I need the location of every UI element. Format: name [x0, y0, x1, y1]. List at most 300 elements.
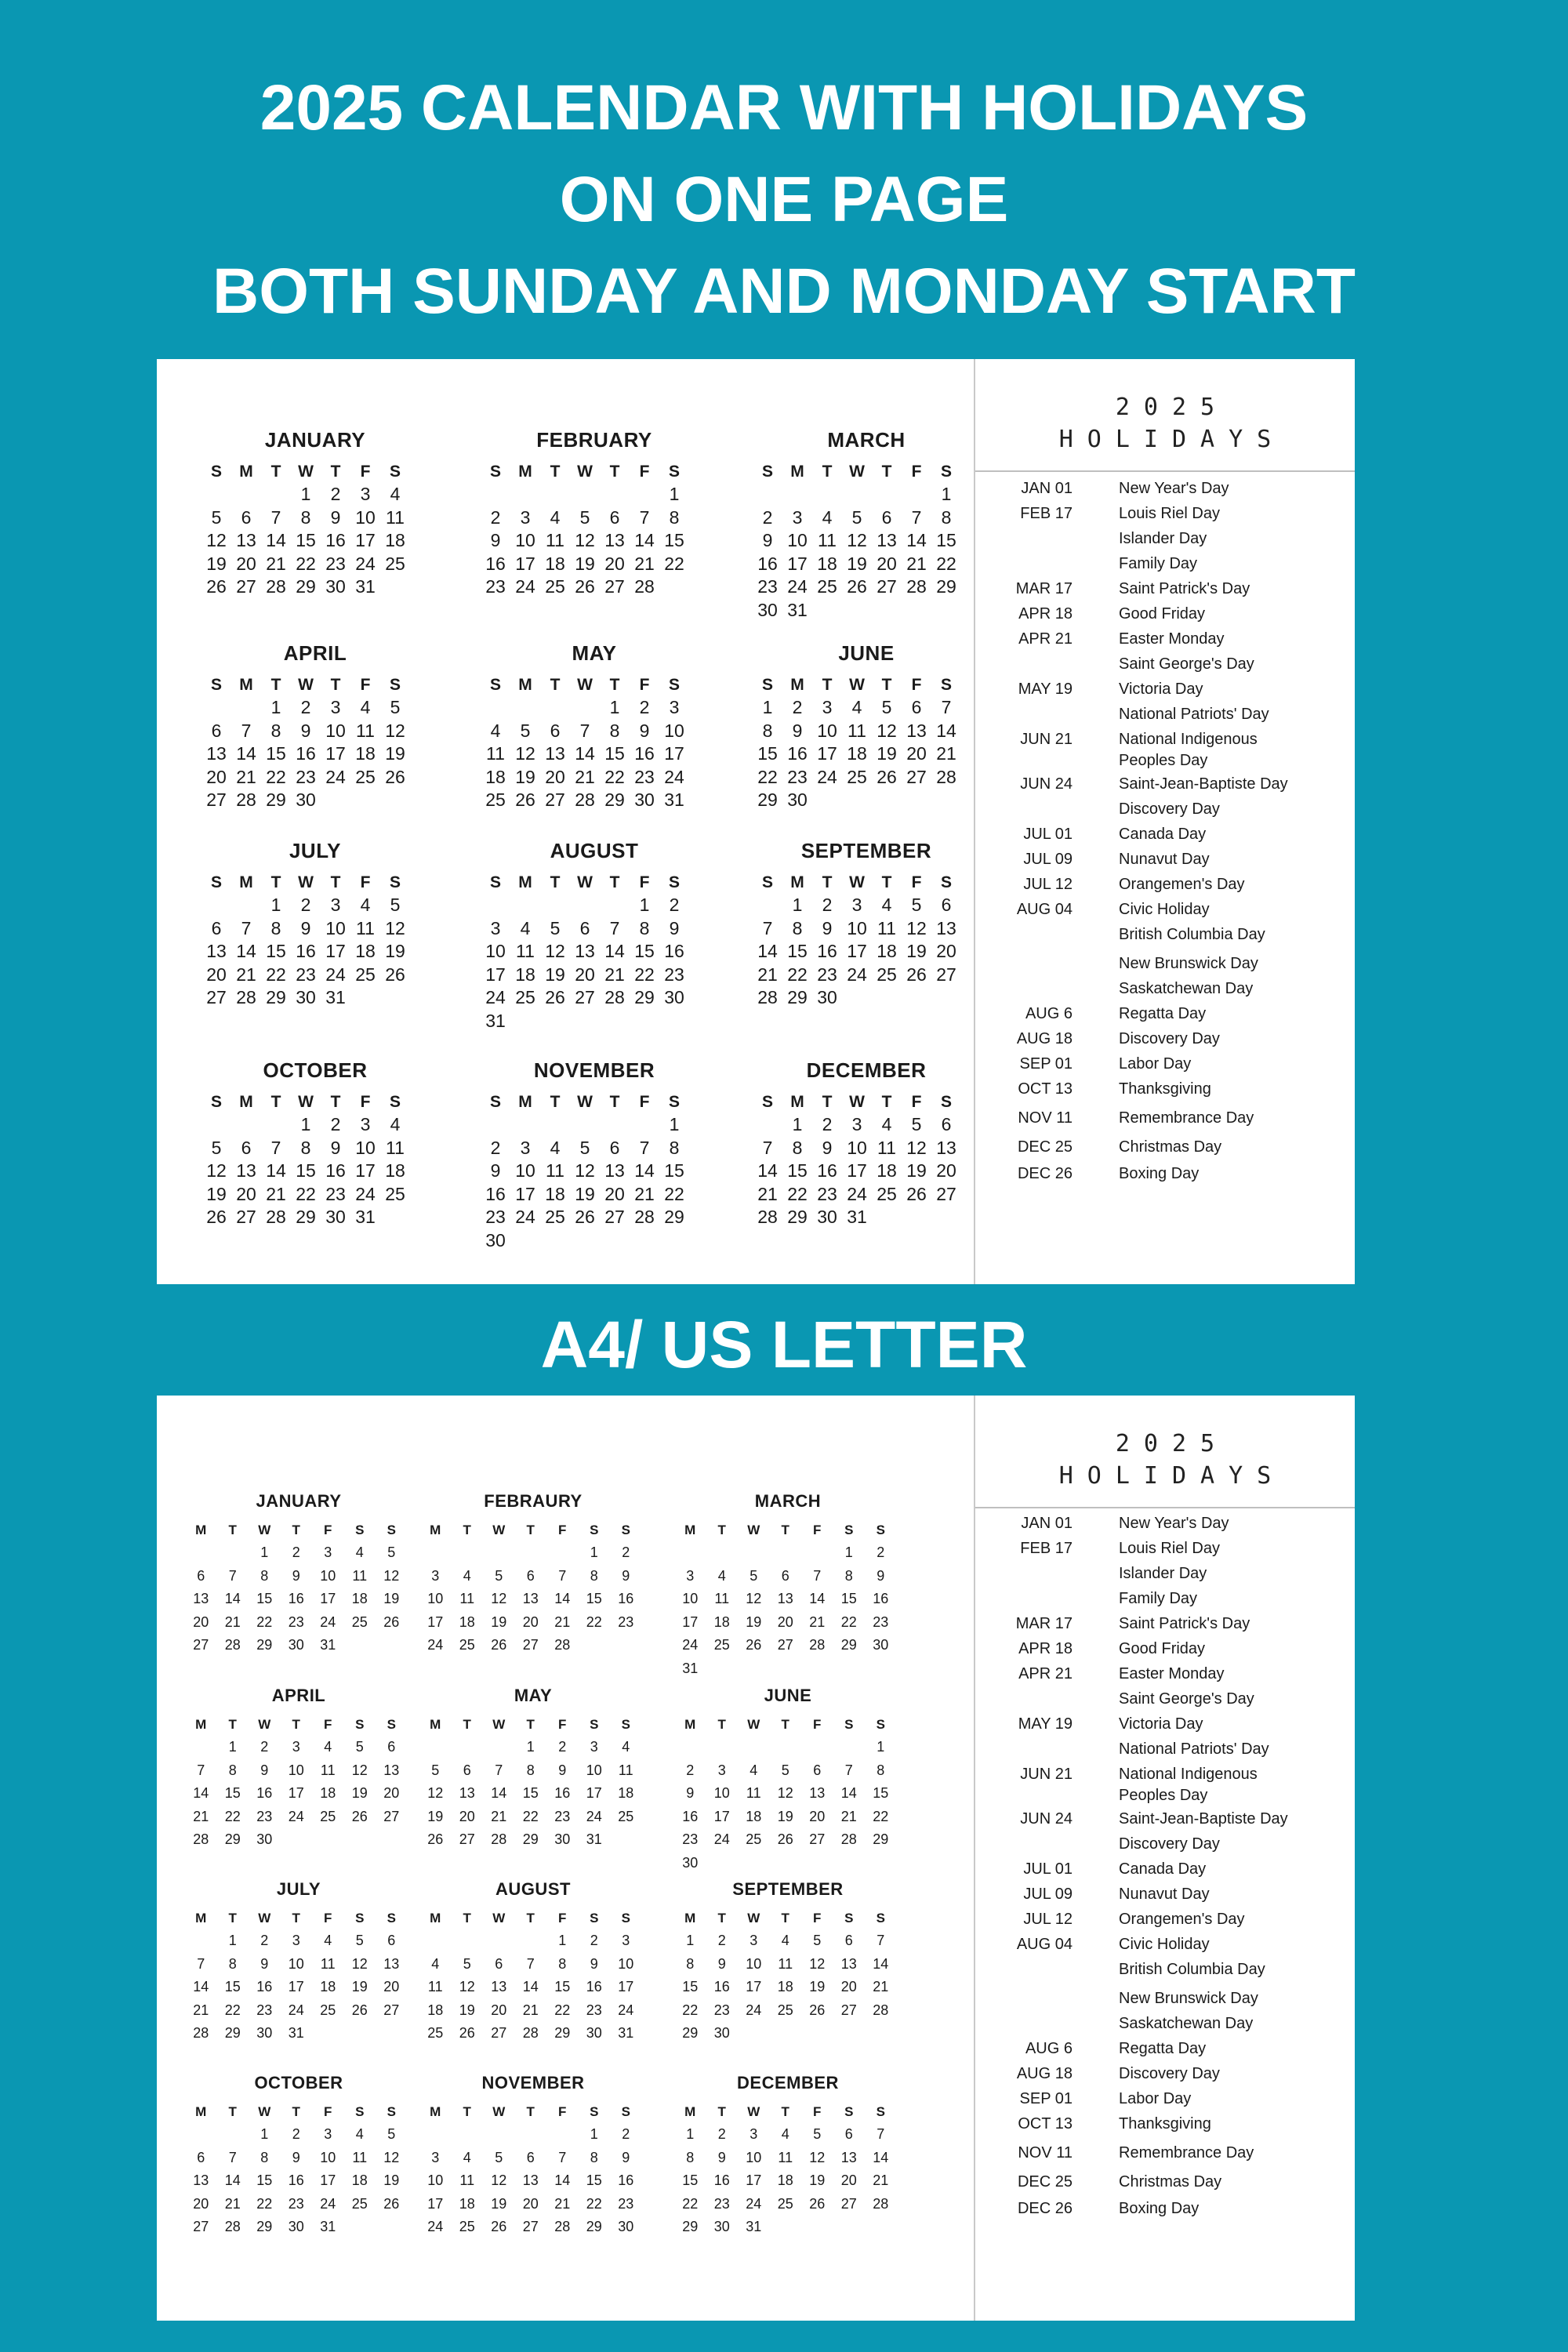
day-cell: 2 [822, 1114, 833, 1134]
day-cell: 13 [193, 2172, 209, 2188]
day-cell: 3 [324, 1544, 332, 1560]
day-cell: 19 [906, 1160, 927, 1181]
weekday-label: T [292, 2104, 300, 2119]
empty-cell [706, 1852, 739, 1875]
day-cell: 9 [292, 2149, 300, 2165]
day-cell: 10 [320, 1567, 336, 1584]
weekday-label: S [389, 676, 401, 694]
day-cell: 25 [817, 576, 837, 597]
week-row [753, 599, 980, 622]
empty-cell [201, 1113, 231, 1137]
week-row [201, 696, 429, 720]
day-cell: 11 [352, 2149, 368, 2165]
empty-cell [217, 2123, 249, 2147]
day-cell: 16 [485, 1183, 506, 1204]
empty-cell [738, 1852, 770, 1875]
month-may [481, 640, 708, 812]
day-cell: 1 [228, 1739, 237, 1755]
day-cell: 25 [459, 1637, 475, 1653]
day-cell: 6 [387, 1739, 396, 1755]
month-name: AUGUST [550, 839, 639, 862]
day-cell: 2 [717, 1933, 726, 1948]
day-cell: 15 [522, 1785, 539, 1801]
week-row [201, 1137, 429, 1160]
day-cell: 4 [324, 1933, 332, 1948]
day-cell: 24 [427, 2219, 444, 2234]
day-cell: 17 [787, 553, 808, 574]
day-cell: 5 [750, 1567, 758, 1584]
day-cell: 10 [618, 1955, 634, 1972]
day-cell: 1 [877, 1739, 885, 1755]
holiday-date: MAR 17 [1015, 1615, 1073, 1632]
weekday-header [753, 1091, 980, 1113]
day-cell: 14 [634, 530, 655, 550]
day-cell: 26 [491, 1637, 507, 1653]
holiday-name: Discovery Day [1119, 1835, 1220, 1853]
day-cell: 15 [266, 941, 286, 961]
month-name: SEPTEMBER [800, 839, 932, 862]
day-cell: 2 [686, 1762, 695, 1778]
week-row [185, 2147, 412, 2170]
empty-cell [201, 483, 231, 506]
holiday-date: JAN 01 [1021, 480, 1073, 497]
holiday-name: Remembrance Day [1119, 2144, 1254, 2161]
day-cell: 16 [634, 743, 655, 764]
day-cell: 11 [714, 1591, 730, 1606]
day-cell: 29 [682, 2025, 699, 2041]
month-name: DECEMBER [806, 1058, 927, 1082]
empty-cell [344, 2022, 376, 2045]
week-row [419, 1782, 647, 1806]
holiday-date: MAR 17 [1015, 580, 1073, 597]
day-cell: 9 [639, 720, 650, 741]
day-cell: 22 [586, 1613, 602, 1630]
day-cell: 14 [873, 1955, 889, 1972]
day-cell: 26 [351, 1808, 368, 1824]
day-cell: 16 [664, 941, 684, 961]
day-cell: 23 [664, 964, 684, 985]
holidays-rule [975, 470, 1355, 472]
day-cell: 6 [526, 1567, 535, 1584]
week-row [753, 742, 980, 766]
day-cell: 31 [847, 1207, 867, 1227]
day-cell: 2 [292, 1544, 300, 1560]
day-cell: 29 [664, 1207, 684, 1227]
day-cell: 29 [296, 1207, 316, 1227]
day-cell: 1 [260, 2126, 269, 2142]
day-cell: 12 [575, 530, 595, 550]
day-cell: 27 [840, 2002, 857, 2018]
weekday-label: S [940, 463, 952, 481]
day-cell: 20 [522, 2195, 539, 2212]
weekday-label: S [389, 873, 401, 891]
day-cell: 12 [809, 1955, 826, 1972]
day-cell: 14 [266, 530, 286, 550]
month-name: OCTOBER [263, 1058, 368, 1082]
weekday-label: T [822, 676, 833, 694]
day-cell: 1 [300, 1114, 311, 1134]
empty-cell [261, 1113, 291, 1137]
day-cell: 17 [355, 1160, 376, 1181]
day-cell: 9 [490, 1160, 501, 1181]
day-cell: 1 [792, 895, 803, 915]
holiday-name: Easter Monday [1119, 630, 1225, 648]
day-cell: 21 [236, 766, 256, 787]
week-row [419, 1736, 647, 1759]
day-cell: 19 [575, 553, 595, 574]
day-cell: 18 [545, 553, 565, 574]
day-cell: 9 [260, 1762, 269, 1778]
weekday-label: S [940, 676, 952, 694]
day-cell: 7 [609, 917, 620, 938]
day-cell: 5 [211, 506, 222, 528]
weekday-label: F [639, 1093, 650, 1111]
day-cell: 20 [777, 1613, 793, 1630]
holidays-year: 2025 [1115, 1430, 1229, 1457]
week-row [481, 1229, 708, 1253]
day-cell: 5 [463, 1955, 471, 1972]
day-cell: 24 [847, 964, 867, 985]
holiday-date: JAN 01 [1021, 1515, 1073, 1532]
weekday-label: F [558, 1717, 567, 1732]
day-cell: 3 [750, 1933, 758, 1948]
day-cell: 27 [193, 2219, 209, 2234]
day-cell: 15 [634, 941, 655, 961]
week-row [201, 766, 429, 789]
empty-cell [540, 483, 570, 506]
day-cell: 30 [664, 987, 684, 1007]
day-cell: 21 [266, 1183, 286, 1204]
day-cell: 22 [634, 964, 655, 985]
day-cell: 20 [522, 1613, 539, 1630]
day-cell: 26 [809, 2002, 826, 2018]
day-cell: 23 [485, 576, 506, 597]
day-cell: 23 [817, 964, 837, 985]
day-cell: 1 [609, 697, 620, 717]
day-cell: 17 [664, 743, 684, 764]
empty-cell [600, 894, 630, 917]
week-row [674, 1657, 902, 1681]
day-cell: 9 [330, 506, 341, 528]
empty-cell [540, 1229, 570, 1253]
day-cell: 12 [906, 917, 927, 938]
day-cell: 31 [664, 789, 684, 810]
week-row [419, 1759, 647, 1783]
empty-cell [931, 1206, 961, 1229]
week-row [674, 2123, 902, 2147]
day-cell: 8 [792, 1137, 803, 1158]
day-cell: 18 [320, 1979, 336, 1994]
day-cell: 16 [296, 941, 316, 961]
weekday-label: S [761, 463, 773, 481]
day-cell: 17 [355, 530, 376, 550]
day-cell: 5 [520, 720, 531, 741]
day-cell: 18 [459, 2195, 475, 2212]
day-cell: 1 [792, 1114, 803, 1134]
day-cell: 7 [228, 1567, 237, 1584]
day-cell: 1 [762, 697, 773, 717]
week-row [201, 1206, 429, 1229]
holiday-date: OCT 13 [1018, 1080, 1073, 1098]
holiday-name: British Columbia Day [1119, 1961, 1265, 1978]
day-cell: 2 [490, 506, 501, 528]
weekday-label: F [360, 676, 371, 694]
day-cell: 8 [686, 2149, 695, 2165]
weekday-label: S [876, 2104, 885, 2119]
day-cell: 15 [554, 1979, 571, 1994]
day-cell: 17 [618, 1979, 634, 1994]
day-cell: 26 [206, 1207, 227, 1227]
month-september [674, 1878, 902, 2045]
week-row [419, 1541, 647, 1565]
weekday-label: W [298, 463, 314, 481]
weekday-label: T [822, 463, 833, 481]
day-cell: 22 [682, 2002, 699, 2018]
week-row [674, 1634, 902, 1657]
weekday-label: F [324, 2104, 332, 2119]
week-row [753, 696, 980, 720]
holiday-date: MAY 19 [1018, 681, 1073, 698]
day-cell: 26 [847, 576, 867, 597]
day-cell: 12 [385, 720, 405, 741]
day-cell: 5 [390, 895, 401, 915]
weekday-label: S [489, 463, 501, 481]
empty-cell [201, 696, 231, 720]
holiday-name: Saint-Jean-Baptiste Day [1119, 1810, 1288, 1828]
day-cell: 18 [777, 2172, 793, 2188]
day-cell: 2 [622, 2126, 630, 2142]
empty-cell [812, 599, 842, 622]
holiday-name: Christmas Day [1119, 2173, 1222, 2190]
day-cell: 11 [459, 1591, 475, 1606]
weekday-label: T [292, 1717, 300, 1732]
day-cell: 28 [193, 1831, 209, 1847]
weekday-label: S [621, 1523, 630, 1537]
day-cell: 20 [809, 1808, 826, 1824]
day-cell: 25 [847, 766, 867, 787]
empty-cell [600, 1229, 630, 1253]
weekday-label: T [609, 676, 620, 694]
day-cell: 15 [664, 530, 684, 550]
empty-cell [833, 1657, 866, 1681]
holiday-name: New Year's Day [1119, 480, 1229, 497]
empty-cell [630, 1229, 659, 1253]
empty-cell [600, 1010, 630, 1033]
day-cell: 3 [622, 1933, 630, 1948]
day-cell: 20 [840, 1979, 857, 1994]
empty-cell [570, 894, 600, 917]
weekday-label: S [590, 1523, 599, 1537]
weekday-header [185, 1714, 412, 1736]
day-cell: 9 [686, 1785, 695, 1801]
day-cell: 24 [288, 2002, 304, 2018]
weekday-label: T [270, 463, 281, 481]
day-cell: 20 [936, 1160, 956, 1181]
day-cell: 27 [575, 987, 595, 1007]
holiday-date: MAY 19 [1018, 1715, 1073, 1733]
day-cell: 14 [809, 1591, 826, 1606]
week-row [481, 1113, 708, 1137]
day-cell: 2 [300, 895, 311, 915]
week-row [201, 720, 429, 743]
holiday-name: New Year's Day [1119, 1515, 1229, 1532]
day-cell: 10 [485, 941, 506, 961]
day-cell: 17 [288, 1979, 304, 1994]
day-cell: 7 [270, 506, 281, 528]
day-cell: 21 [906, 553, 927, 574]
day-cell: 4 [550, 1137, 561, 1158]
week-row [674, 1588, 902, 1611]
weekday-label: W [747, 1911, 760, 1926]
day-cell: 6 [463, 1762, 471, 1778]
weekday-label: T [550, 463, 561, 481]
weekday-header [419, 1519, 647, 1541]
day-cell: 16 [618, 1591, 634, 1606]
day-cell: 29 [266, 789, 286, 810]
weekday-label: F [324, 1523, 332, 1537]
day-cell: 31 [485, 1010, 506, 1031]
week-row [419, 1634, 647, 1657]
day-cell: 19 [545, 964, 565, 985]
weekday-label: W [492, 1523, 506, 1537]
day-cell: 5 [851, 506, 862, 528]
month-name: JULY [276, 1879, 321, 1899]
day-cell: 13 [383, 1762, 400, 1778]
week-row [201, 506, 429, 530]
day-cell: 2 [590, 1933, 598, 1948]
weekday-label: T [228, 1911, 237, 1926]
empty-cell [770, 1736, 802, 1759]
day-cell: 25 [351, 1613, 368, 1630]
day-cell: 19 [351, 1979, 368, 1994]
day-cell: 29 [224, 2025, 241, 2041]
day-cell: 14 [873, 2149, 889, 2165]
day-cell: 11 [356, 917, 375, 938]
week-row [481, 720, 708, 743]
day-cell: 20 [936, 941, 956, 961]
empty-cell [630, 483, 659, 506]
day-cell: 28 [757, 987, 778, 1007]
day-cell: 21 [266, 553, 286, 574]
day-cell: 2 [330, 484, 341, 504]
day-cell: 8 [590, 1567, 598, 1584]
day-cell: 9 [260, 1955, 269, 1972]
day-cell: 23 [618, 2195, 634, 2212]
day-cell: 10 [847, 1137, 867, 1158]
day-cell: 30 [682, 1854, 699, 1871]
day-cell: 30 [256, 1831, 273, 1847]
week-row [481, 917, 708, 941]
weekday-label: T [228, 2104, 237, 2119]
day-cell: 28 [634, 1207, 655, 1227]
day-cell: 7 [877, 2126, 885, 2142]
holiday-name: Saint George's Day [1119, 655, 1254, 673]
day-cell: 9 [669, 917, 680, 938]
week-row [185, 1976, 412, 1999]
day-cell: 14 [522, 1979, 539, 1994]
week-row [674, 1541, 902, 1565]
week-row [674, 1565, 902, 1588]
holiday-name: National Patriots' Day [1119, 706, 1269, 723]
day-cell: 8 [590, 2149, 598, 2165]
day-cell: 9 [330, 1137, 341, 1158]
empty-cell [483, 2123, 515, 2147]
day-cell: 20 [604, 553, 625, 574]
weekday-label: T [270, 873, 281, 891]
day-cell: 9 [292, 1567, 300, 1584]
empty-cell [185, 1736, 217, 1759]
day-cell: 7 [526, 1955, 535, 1972]
month-october [201, 1057, 429, 1229]
day-cell: 7 [270, 1137, 281, 1158]
empty-cell [865, 2216, 897, 2239]
day-cell: 22 [522, 1808, 539, 1824]
day-cell: 4 [750, 1762, 758, 1778]
day-cell: 6 [197, 1567, 205, 1584]
day-cell: 28 [236, 987, 256, 1007]
day-cell: 16 [256, 1785, 273, 1801]
day-cell: 8 [792, 917, 803, 938]
weekday-label: F [324, 1911, 332, 1926]
month-october [185, 2071, 412, 2239]
day-cell: 30 [618, 2219, 634, 2234]
day-cell: 10 [682, 1591, 699, 1606]
day-cell: 16 [296, 743, 316, 764]
day-cell: 28 [224, 2219, 241, 2234]
day-cell: 16 [873, 1591, 889, 1606]
day-cell: 31 [787, 599, 808, 620]
week-row [481, 964, 708, 987]
empty-cell [600, 483, 630, 506]
day-cell: 26 [427, 1831, 444, 1847]
month-august [419, 1878, 647, 2045]
day-cell: 29 [787, 987, 808, 1007]
day-cell: 30 [288, 1637, 304, 1653]
day-cell: 22 [296, 1183, 316, 1204]
day-cell: 17 [485, 964, 506, 985]
month-name: APRIL [271, 1686, 326, 1705]
day-cell: 17 [325, 743, 346, 764]
day-cell: 8 [526, 1762, 535, 1778]
weekday-label: W [298, 873, 314, 891]
weekday-header [185, 1907, 412, 1929]
day-cell: 21 [575, 766, 595, 787]
weekday-label: M [518, 1093, 532, 1111]
day-cell: 3 [686, 1567, 695, 1584]
day-cell: 5 [495, 1567, 503, 1584]
weekday-label: W [492, 1717, 506, 1732]
day-cell: 8 [300, 1137, 311, 1158]
day-cell: 22 [554, 2002, 571, 2018]
week-row [674, 1611, 902, 1635]
day-cell: 2 [300, 697, 311, 717]
day-cell: 4 [360, 697, 371, 717]
day-cell: 13 [522, 2172, 539, 2188]
day-cell: 18 [777, 1979, 793, 1994]
empty-cell [231, 696, 261, 720]
day-cell: 11 [320, 1762, 336, 1778]
weekday-label: T [330, 873, 341, 891]
day-cell: 27 [522, 2219, 539, 2234]
day-cell: 2 [622, 1544, 630, 1560]
day-cell: 15 [296, 1160, 316, 1181]
empty-cell [738, 1736, 770, 1759]
month-november [481, 1057, 708, 1252]
week-row [753, 529, 980, 553]
day-cell: 2 [639, 697, 650, 717]
day-cell: 20 [604, 1183, 625, 1204]
day-cell: 4 [355, 2126, 364, 2142]
